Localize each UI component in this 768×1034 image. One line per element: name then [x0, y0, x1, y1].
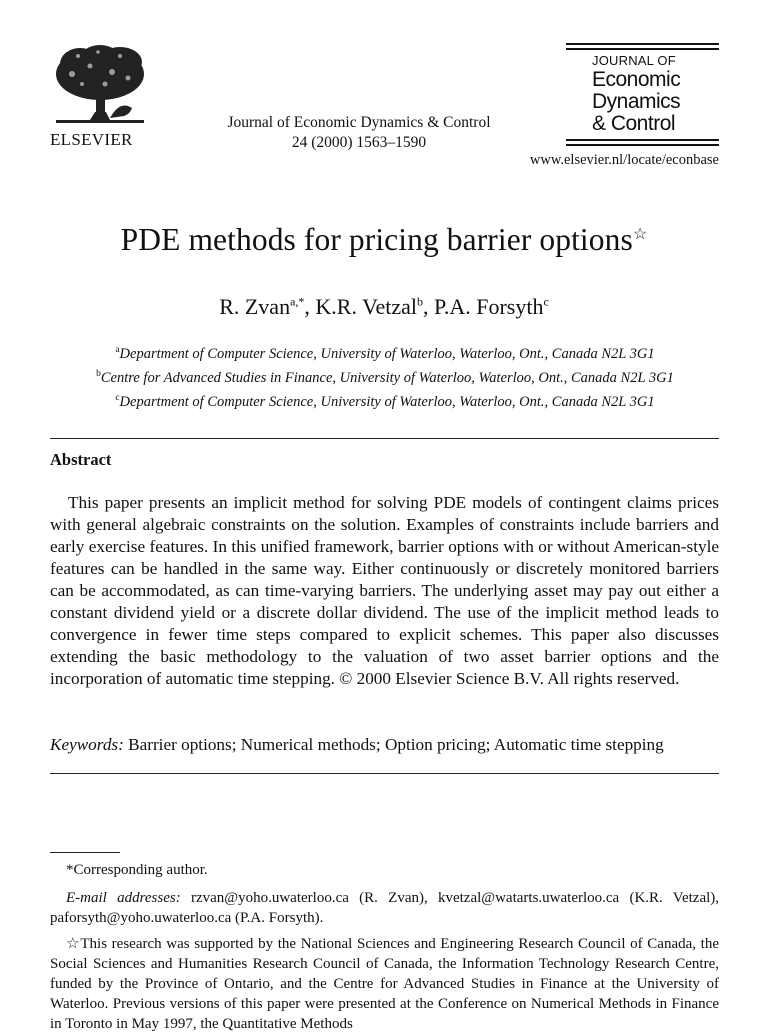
title-footnote-mark[interactable]: ☆	[632, 226, 648, 243]
affiliation-text: Centre for Advanced Studies in Finance, University of Waterloo, Waterloo, Ont., Canada N2L 3G1	[100, 369, 674, 386]
funding-footnote	[50, 934, 719, 1034]
email-label: E-mail addresses:	[66, 890, 181, 906]
author-sup: b	[417, 294, 424, 309]
author-name: K.R. Vetzal	[315, 294, 418, 319]
journal-citation	[190, 113, 528, 153]
keywords-list: Barrier options; Numerical methods; Option pricing; Automatic time stepping	[128, 735, 664, 754]
affiliation	[50, 340, 720, 364]
author-name: P.A. Forsyth	[434, 294, 544, 319]
affiliation-sup: c	[115, 392, 120, 403]
author-list: R. Zvan$^{a,*}$, K.R. Vetzal$^b$, P.A. Forsyth$^c$	[219, 294, 549, 319]
masthead-line-4: & Control	[592, 112, 676, 135]
author-sup: a,*	[290, 294, 305, 309]
author-sup: c	[543, 294, 549, 309]
journal-masthead	[566, 43, 719, 149]
email-footnote	[50, 888, 719, 928]
affiliation-sup: a	[115, 345, 120, 355]
affiliation-text: Department of Computer Science, University of Waterloo, Waterloo, Ont., Canada N2L 3G1	[119, 345, 655, 362]
corresponding-footnote	[66, 862, 208, 879]
masthead-line-3: Dynamics	[592, 90, 681, 113]
paper-title	[0, 222, 768, 258]
funding-mark: ☆	[66, 936, 81, 952]
footnote-mark: *	[66, 862, 74, 878]
masthead-line-1: JOURNAL OF	[592, 53, 676, 68]
abstract-body: This paper presents an implicit method for solving PDE models of contingent claims prices with general algebraic constraints on the solution. Examples of constraints include barriers and early exercise features. In this unified framework, barrier options with or without American-style features can be handled in the same way. Either continuously or discretely monitored barriers can be accommodated, as can time-varying barriers. The underlying asset may pay out either a constant dividend yield or a discrete dollar dividend. The use of the implicit method leads to convergence in fewer time steps compared to explicit schemes. This paper also discusses extending the basic methodology to the valuation of two asset barrier options and the incorporation of automatic time stepping. © 2000 Elsevier Science B.V. All rights reserved.	[50, 493, 719, 688]
keywords	[50, 734, 719, 756]
affiliation-sup: b	[96, 368, 101, 379]
abstract-heading: Abstract	[50, 450, 112, 469]
author-name: R. Zvan	[219, 294, 291, 319]
email-list[interactable]: rzvan@yoho.uwaterloo.ca (R. Zvan), kvetzal@watarts.uwaterloo.ca (K.R. Vetzal), paforsyth@yoho.uwaterloo.ca (P.A. Forsyth).	[50, 890, 720, 926]
keywords-label: Keywords:	[50, 735, 124, 754]
affiliation	[50, 364, 720, 388]
masthead-rule-bottom-2	[566, 144, 719, 146]
abstract-bottom-rule	[50, 773, 719, 774]
elsevier-tree-icon	[50, 44, 150, 128]
journal-url[interactable]: www.elsevier.nl/locate/econbase	[529, 152, 719, 168]
masthead-rule-bottom	[566, 139, 719, 141]
affiliations	[50, 340, 720, 411]
affiliation-text: Department of Computer Science, University of Waterloo, Waterloo, Ont., Canada N2L 3G1	[119, 393, 655, 410]
journal-name: Journal of Economic Dynamics & Control	[227, 114, 491, 131]
publisher-name: ELSEVIER	[50, 130, 133, 149]
volume-pages: 24 (2000) 1563–1590	[291, 134, 427, 151]
affiliation	[50, 388, 720, 412]
masthead-rule-top	[566, 43, 719, 45]
masthead-rule-top-2	[566, 48, 719, 50]
corresponding-text: Corresponding author.	[73, 862, 208, 878]
funding-text: This research was supported by the National Sciences and Engineering Research Council of Canada, the Social Sciences and Humanities Research Council of Canada, the Information Technology Research Centre, funded by the Province of Ontario, and the Centre for Advanced Studies in Finance at the University of Waterloo. Previous versions of this paper were presented at the Conference on Numerical Methods in Finance in Toronto in May 1997, the Quantitative Methods	[50, 936, 720, 1032]
abstract-top-rule	[50, 438, 719, 439]
footnote-rule	[50, 852, 120, 853]
title-text: PDE methods for pricing barrier options	[120, 222, 633, 257]
masthead-line-2: Economic	[592, 68, 681, 91]
